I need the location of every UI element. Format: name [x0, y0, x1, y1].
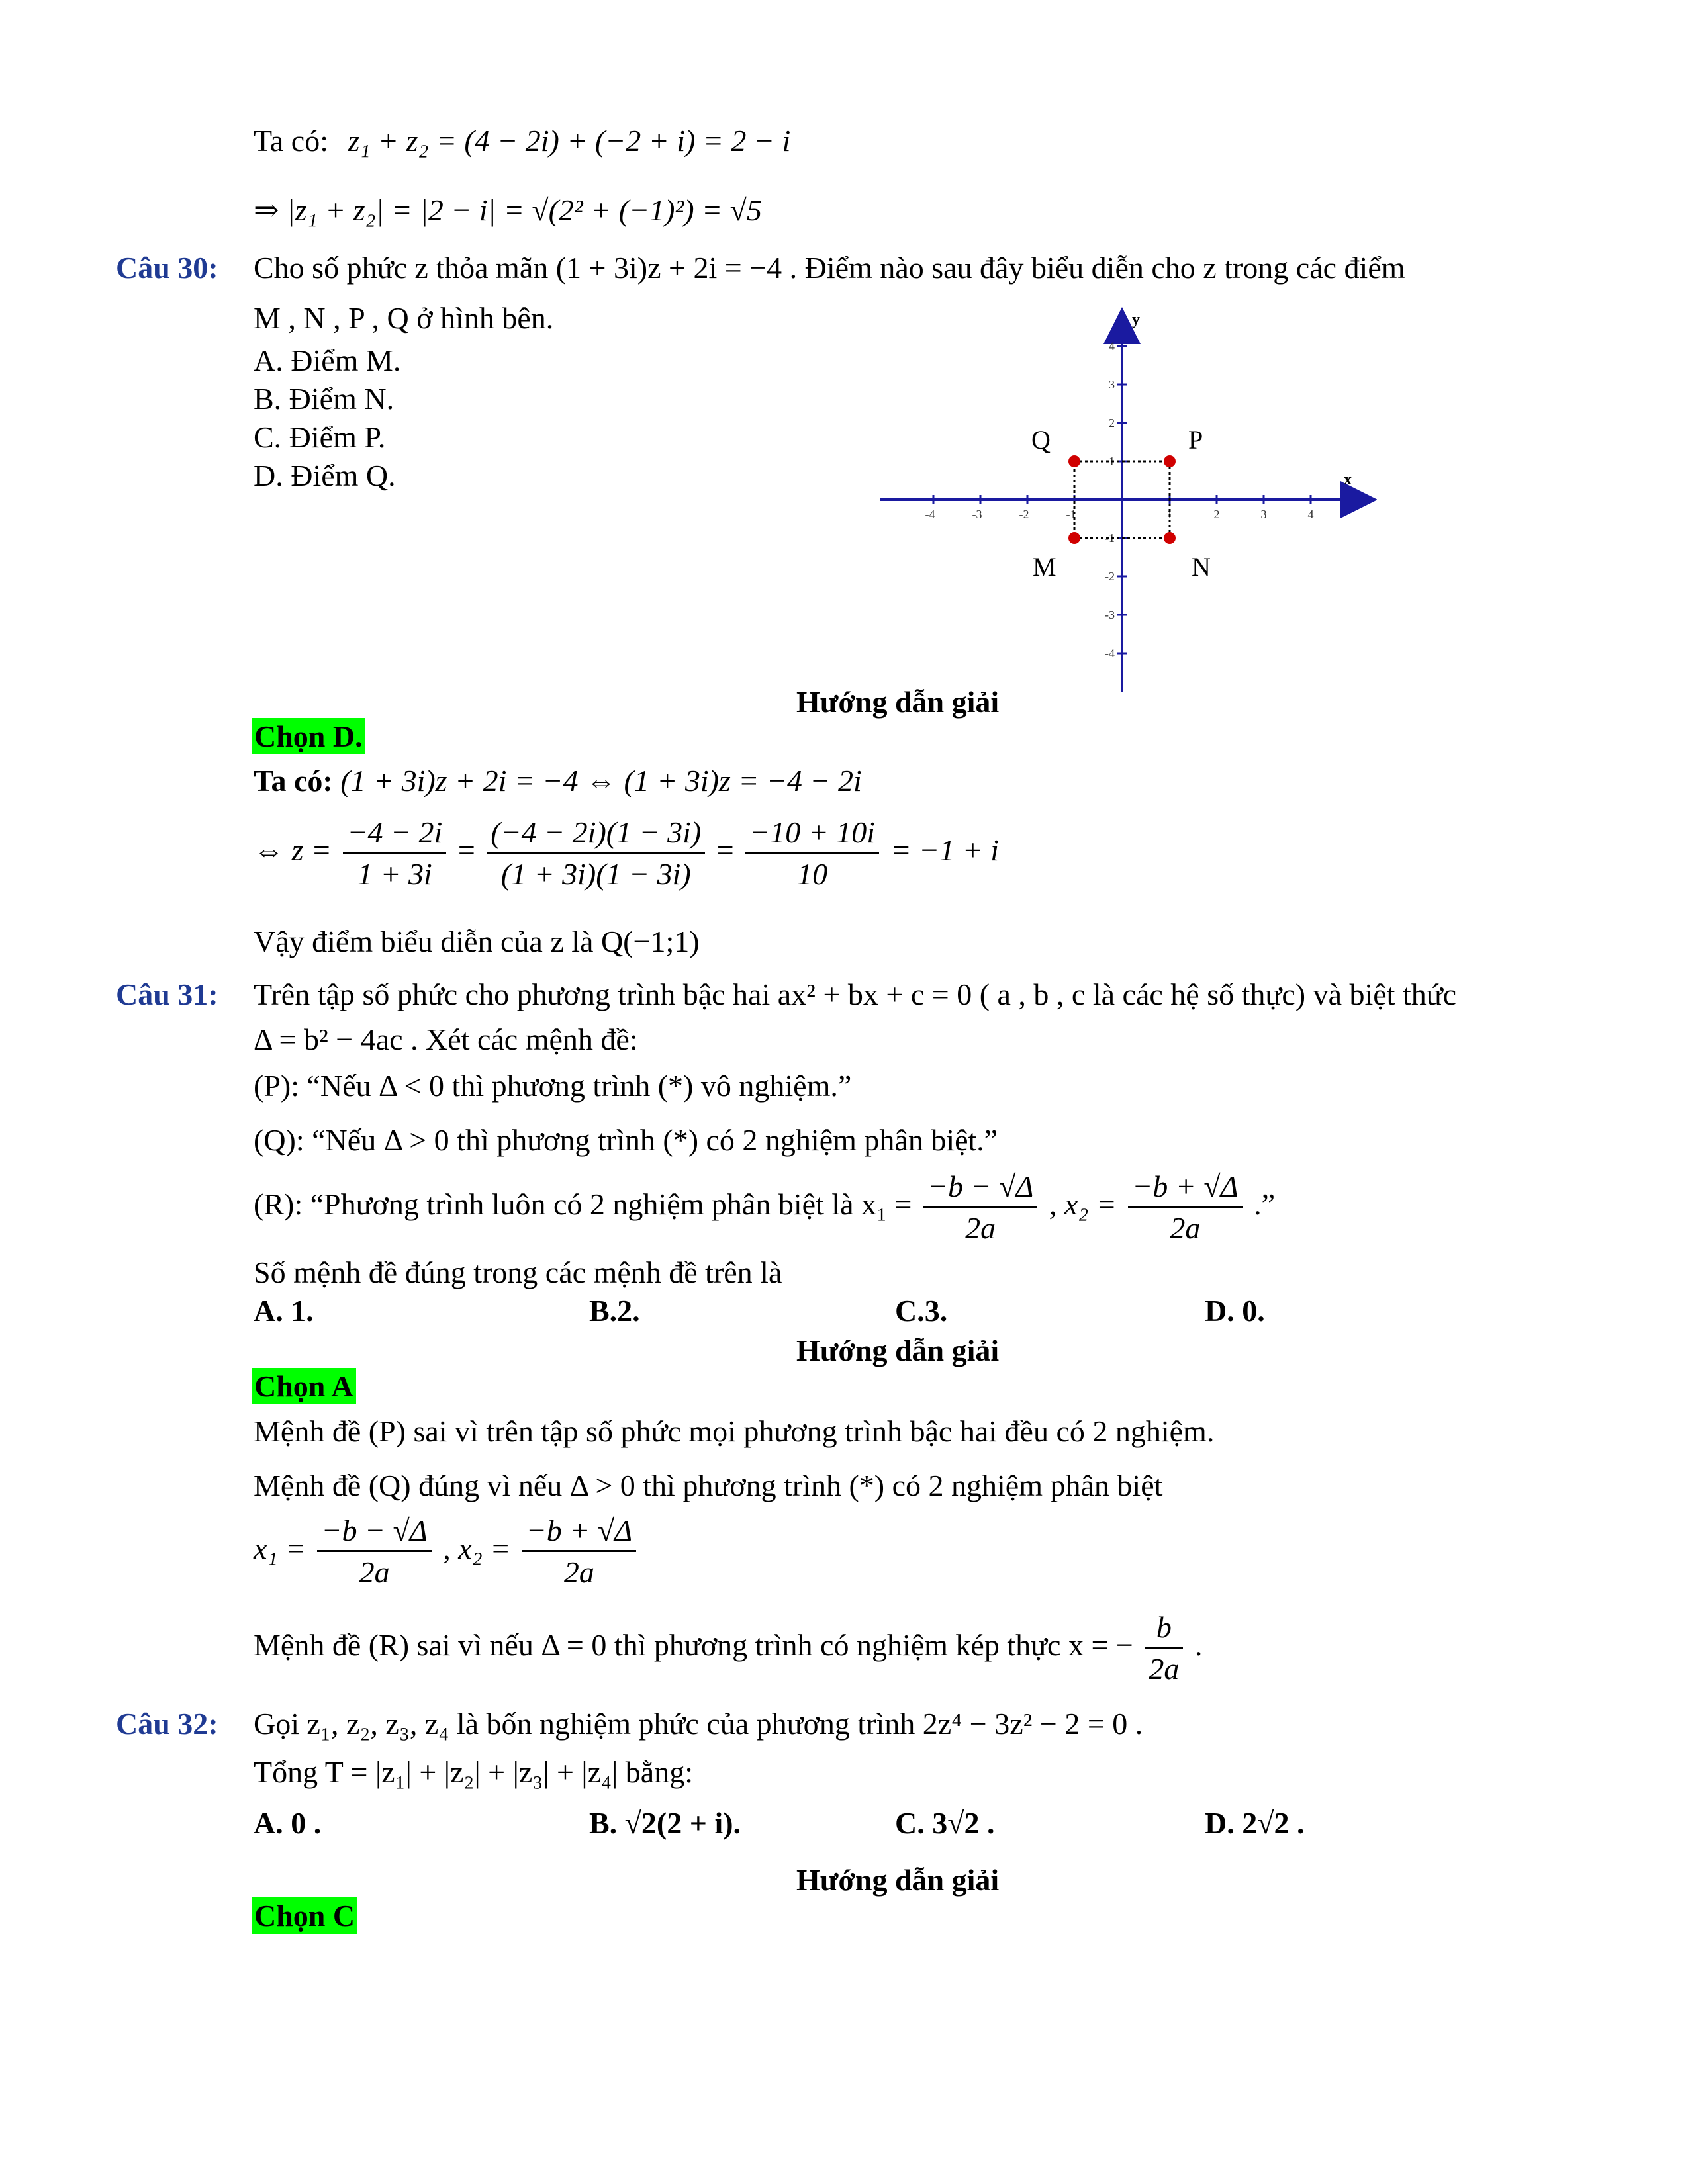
q30-solution-header: Hướng dẫn giải — [796, 685, 1000, 719]
y-tick-label: -3 — [1105, 608, 1115, 621]
q31-prop-p: (P): “Nếu Δ < 0 thì phương trình (*) vô nghiệm.” — [254, 1069, 852, 1103]
q32-option-b: B. √2(2 + i). — [589, 1806, 741, 1840]
q32-stem-line-1: Gọi z₁, z₂, z₃, z₄ là bốn nghiệm phức của phương trình 2z⁴ − 3z² − 2 = 0 . — [254, 1707, 1143, 1741]
q31-exp3-frac-1: $\frac{-b - √\Delta}{2a}$ — [317, 1516, 431, 1588]
q30-sol-line-2: ⇔ z = $\frac{-4 - 2i}{1 + 3i}$ = $\frac{(-4 - 2i)(1 - 3i)}{(1 + 3i)(1 - 3i)}$ = $\frac{-10 + 10i}{10}$ = −1 + i — [254, 815, 999, 891]
q32-option-a: A. 0 . — [254, 1806, 322, 1840]
q30-ta-co: Ta có: — [254, 764, 333, 797]
point-n — [1164, 532, 1176, 544]
top-line-1 — [254, 126, 790, 156]
q31-option-d: D. 0. — [1205, 1294, 1265, 1328]
q31-stem-line-1: Trên tập số phức cho phương trình bậc hai ax² + bx + c = 0 ( a , b , c là các hệ số thực) và biệt thức — [254, 978, 1457, 1011]
q30-label: Câu 30: — [116, 251, 218, 285]
q31-explanation-4 — [254, 1612, 1202, 1684]
q32-answer-row — [252, 1901, 357, 1931]
point-q-label: Q — [1031, 425, 1051, 455]
q31-prop-r-mid: , x₂ = — [1049, 1187, 1117, 1222]
q32-option-c: C. 3√2 . — [895, 1806, 995, 1840]
q31-prop-r-frac-1: $\frac{-b - √\Delta}{2a}$ — [923, 1171, 1037, 1244]
q31-exp3-prefix: x₁ = — [254, 1531, 306, 1566]
ta-co-label: Ta có: — [254, 124, 329, 158]
q30-option-d: D. Điểm Q. — [254, 459, 396, 492]
x-tick-label: 1 — [1166, 508, 1173, 521]
q31-prop-r-suffix: .” — [1254, 1187, 1276, 1222]
q31-prop-r-prefix: (R): “Phương trình luôn có 2 nghiệm phân biệt là x₁ = — [254, 1187, 912, 1222]
point-p — [1164, 455, 1176, 467]
q31-prop-r — [254, 1171, 1275, 1244]
point-m-label: M — [1033, 552, 1056, 582]
q30-stem-line-2: M , N , P , Q ở hình bên. — [254, 301, 554, 335]
x-tick-label: 3 — [1260, 508, 1267, 521]
q32-option-d: D. 2√2 . — [1205, 1806, 1305, 1840]
q31-solution-header: Hướng dẫn giải — [796, 1334, 1000, 1367]
x-tick-label: -3 — [972, 508, 982, 521]
q30-conclusion: Vậy điểm biểu diễn của z là Q(−1;1) — [254, 925, 700, 958]
q30-sol-equation-1: (1 + 3i)z + 2i = −4 ⇔ (1 + 3i)z = −4 − 2i — [340, 764, 862, 797]
y-axis-label: y — [1132, 311, 1140, 328]
q31-prop-r-frac-2: $\frac{-b + √\Delta}{2a}$ — [1128, 1171, 1242, 1244]
q31-answer-row — [252, 1371, 356, 1402]
q30-option-c: C. Điểm P. — [254, 420, 386, 454]
y-tick-label: 2 — [1109, 416, 1115, 430]
q30-answer-row — [252, 721, 365, 752]
y-tick-label: 4 — [1109, 340, 1115, 353]
x-tick-label: -4 — [925, 508, 935, 521]
q30-sol-line-1 — [254, 766, 862, 796]
q31-stem-line-2: Δ = b² − 4ac . Xét các mệnh đề: — [254, 1023, 638, 1056]
q31-option-a: A. 1. — [254, 1294, 314, 1328]
q32-stem-line-2: Tổng T = |z₁| + |z₂| + |z₃| + |z₄| bằng: — [254, 1755, 693, 1789]
q31-explanation-3 — [254, 1516, 640, 1588]
q31-exp4-suffix: . — [1194, 1628, 1203, 1662]
q31-prop-q: (Q): “Nếu Δ > 0 thì phương trình (*) có 2 nghiệm phân biệt.” — [254, 1123, 998, 1157]
q32-label: Câu 32: — [116, 1707, 218, 1741]
x-tick-label: -2 — [1019, 508, 1029, 521]
x-tick-label: 4 — [1307, 508, 1314, 521]
q31-label: Câu 31: — [116, 978, 218, 1011]
y-tick-label: 1 — [1109, 455, 1115, 468]
x-axis-label: x — [1344, 471, 1352, 488]
q32-answer-highlight: Chọn C — [252, 1897, 357, 1934]
q31-answer-highlight: Chọn A — [252, 1368, 356, 1404]
point-m — [1068, 532, 1080, 544]
q30-frac-3: $\frac{-10 + 10i}{10}$ — [745, 817, 879, 889]
q31-exp3-frac-2: $\frac{-b + √\Delta}{2a}$ — [522, 1516, 636, 1588]
q31-option-b: B.2. — [589, 1294, 640, 1328]
q30-answer-highlight: Chọn D. — [252, 718, 365, 754]
q31-explanation-1: Mệnh đề (P) sai vì trên tập số phức mọi phương trình bậc hai đều có 2 nghiệm. — [254, 1414, 1215, 1448]
q30-frac-2: $\frac{(-4 - 2i)(1 - 3i)}{(1 + 3i)(1 - 3i)}$ — [487, 817, 705, 889]
q30-sol-lhs: ⇔ z = — [254, 833, 332, 868]
q31-exp4-prefix: Mệnh đề (R) sai vì nếu Δ = 0 thì phương trình có nghiệm kép thực x = − — [254, 1628, 1133, 1662]
q30-frac-1: $\frac{-4 - 2i}{1 + 3i}$ — [343, 817, 446, 889]
y-tick-label: -1 — [1105, 531, 1115, 545]
q31-explanation-2: Mệnh đề (Q) đúng vì nếu Δ > 0 thì phương trình (*) có 2 nghiệm phân biệt — [254, 1469, 1163, 1502]
point-q — [1068, 455, 1080, 467]
q30-option-a: A. Điểm M. — [254, 343, 401, 377]
sum-equation: z₁ + z₂ = (4 − 2i) + (−2 + i) = 2 − i — [348, 124, 791, 158]
modulus-equation: ⇒ |z₁ + z₂| = |2 − i| = √(2² + (−1)²) = √5 — [254, 193, 762, 227]
q30-stem-line-1: Cho số phức z thỏa mãn (1 + 3i)z + 2i = −4 . Điểm nào sau đây biểu diễn cho z trong các điểm — [254, 251, 1405, 285]
point-n-label: N — [1192, 552, 1211, 582]
point-p-label: P — [1188, 425, 1203, 455]
q31-exp4-frac: $\frac{b}{2a}$ — [1145, 1612, 1183, 1684]
y-tick-label: -4 — [1105, 647, 1115, 660]
q30-sol-rhs: = −1 + i — [890, 833, 999, 868]
x-tick-label: -1 — [1066, 508, 1076, 521]
y-tick-label: 3 — [1109, 378, 1115, 391]
coordinate-plane-figure — [874, 304, 1377, 695]
q31-option-c: C.3. — [895, 1294, 948, 1328]
q30-option-b: B. Điểm N. — [254, 382, 395, 416]
y-tick-label: -2 — [1105, 570, 1115, 583]
x-tick-label: 2 — [1213, 508, 1220, 521]
q31-exp3-mid: , x₂ = — [443, 1531, 511, 1566]
q32-solution-header: Hướng dẫn giải — [796, 1863, 1000, 1897]
q31-question: Số mệnh đề đúng trong các mệnh đề trên là — [254, 1255, 782, 1289]
